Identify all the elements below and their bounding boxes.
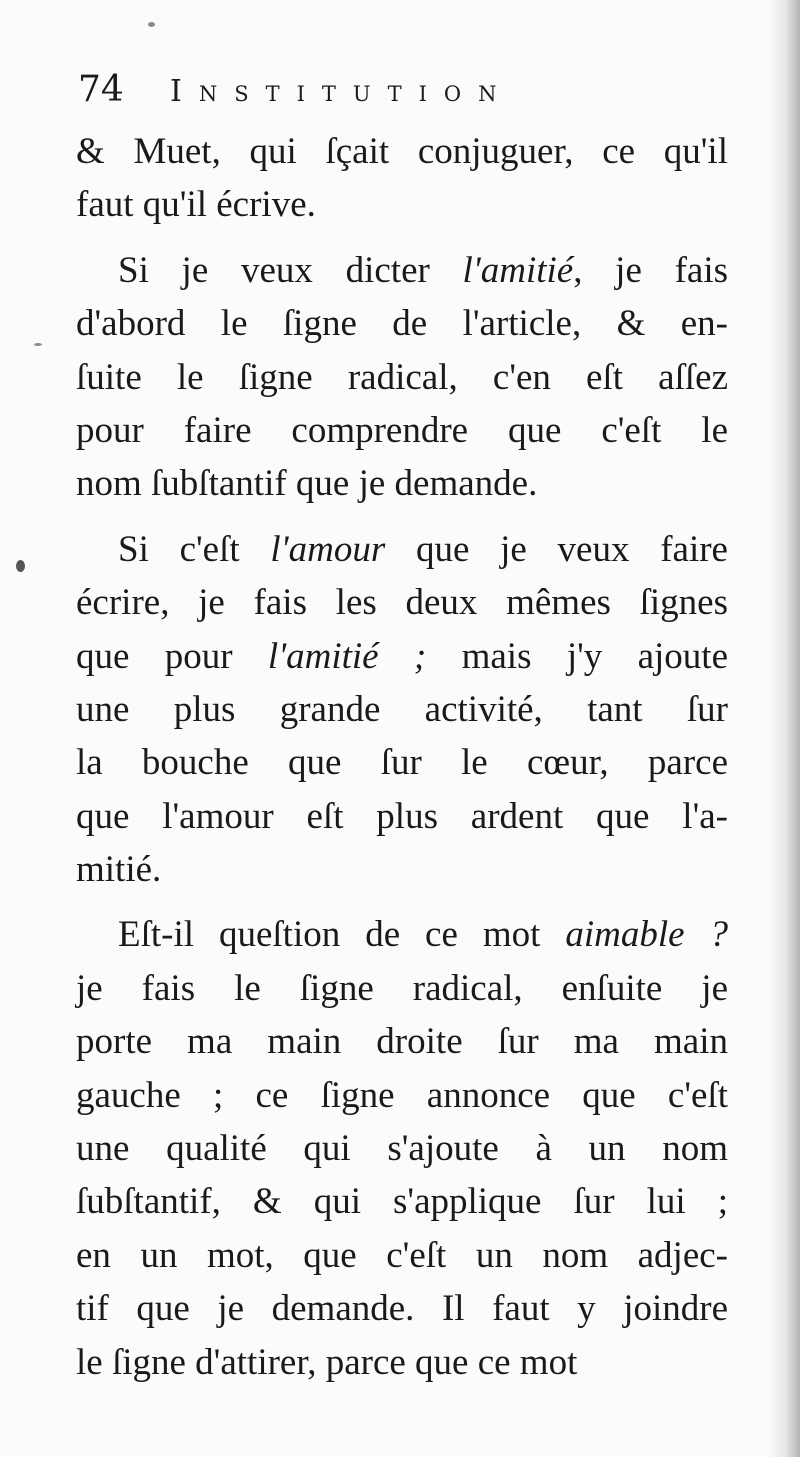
text-segment: mitié. [76,849,162,891]
text-line [76,1015,728,1068]
text-line [76,683,728,736]
text-line [76,630,728,683]
italic-text: l'amitié ; [267,635,427,677]
text-segment: une plus grande activité, tant ſur [76,688,728,730]
text-line [76,1175,728,1228]
text-line [76,404,728,457]
text-segment: d'abord le ſigne de l'article, & en- [76,303,728,345]
text-line [76,962,728,1015]
text-line [76,1282,728,1335]
text-segment: mais j'y ajoute [426,635,729,677]
text-segment: faut qu'il écrive. [76,184,316,226]
text-line [76,790,728,843]
text-segment: , je fais [573,249,728,291]
text-segment: en un mot, que c'eſt un nom adjec- [76,1234,728,1276]
text-line [76,244,728,297]
text-segment: que je veux faire [385,528,728,570]
paragraph-gap [76,232,728,244]
running-head-title: Institution [170,74,514,109]
text-segment: tif que je demande. Il faut y joindre [76,1288,728,1330]
text-segment: le ſigne d'attirer, parce que ce mot [76,1341,578,1383]
text-segment: & Muet, qui ſçait conjuguer, ce qu'il [76,131,728,172]
body-text [76,125,728,1389]
text-segment: Si c'eſt [118,528,271,570]
text-segment: porte ma main droite ſur ma main [76,1021,728,1063]
text-line [76,736,728,789]
text-line [76,1122,728,1175]
ink-speck [34,343,42,346]
text-line [76,576,728,629]
text-segment: Eſt-il queſtion de ce mot [118,914,566,956]
paragraph-gap [76,896,728,908]
text-segment: la bouche que ſur le cœur, parce [76,742,728,784]
text-line [76,908,728,961]
text-line [76,1336,728,1389]
running-head [78,68,658,118]
text-segment: que l'amour eſt plus ardent que l'a- [76,795,728,837]
italic-text: l'amitié [462,249,574,291]
italic-text: l'amour [270,528,386,570]
text-segment: une qualité qui s'ajoute à un nom [76,1128,728,1170]
text-segment: pour faire comprendre que c'eſt le [76,409,728,451]
text-segment: ſubſtantif, & qui s'applique ſur lui ; [76,1181,728,1223]
text-line [76,1069,728,1122]
italic-text: aimable ? [565,914,728,956]
text-segment: gauche ; ce ſigne annonce que c'eſt [76,1074,728,1116]
ink-speck [16,560,25,572]
text-line [76,125,728,178]
text-line [76,178,728,231]
text-line [76,1229,728,1282]
text-line [76,843,728,896]
text-segment: nom ſubſtantif que je demande. [76,463,538,505]
ink-speck [148,22,155,27]
page-gutter-shadow [768,0,800,1457]
text-line [76,523,728,576]
text-line [76,457,728,510]
text-segment: ſuite le ſigne radical, c'en eſt aſſez [76,356,728,398]
page-number: 74 [78,69,124,110]
text-segment: Si je veux dicter [118,249,463,291]
text-line [76,351,728,404]
paragraph-gap [76,511,728,523]
text-segment: écrire, je fais les deux mêmes ſignes [76,582,728,624]
text-line [76,297,728,350]
text-segment: je fais le ſigne radical, enſuite je [76,967,728,1009]
text-segment: que pour [76,635,268,677]
